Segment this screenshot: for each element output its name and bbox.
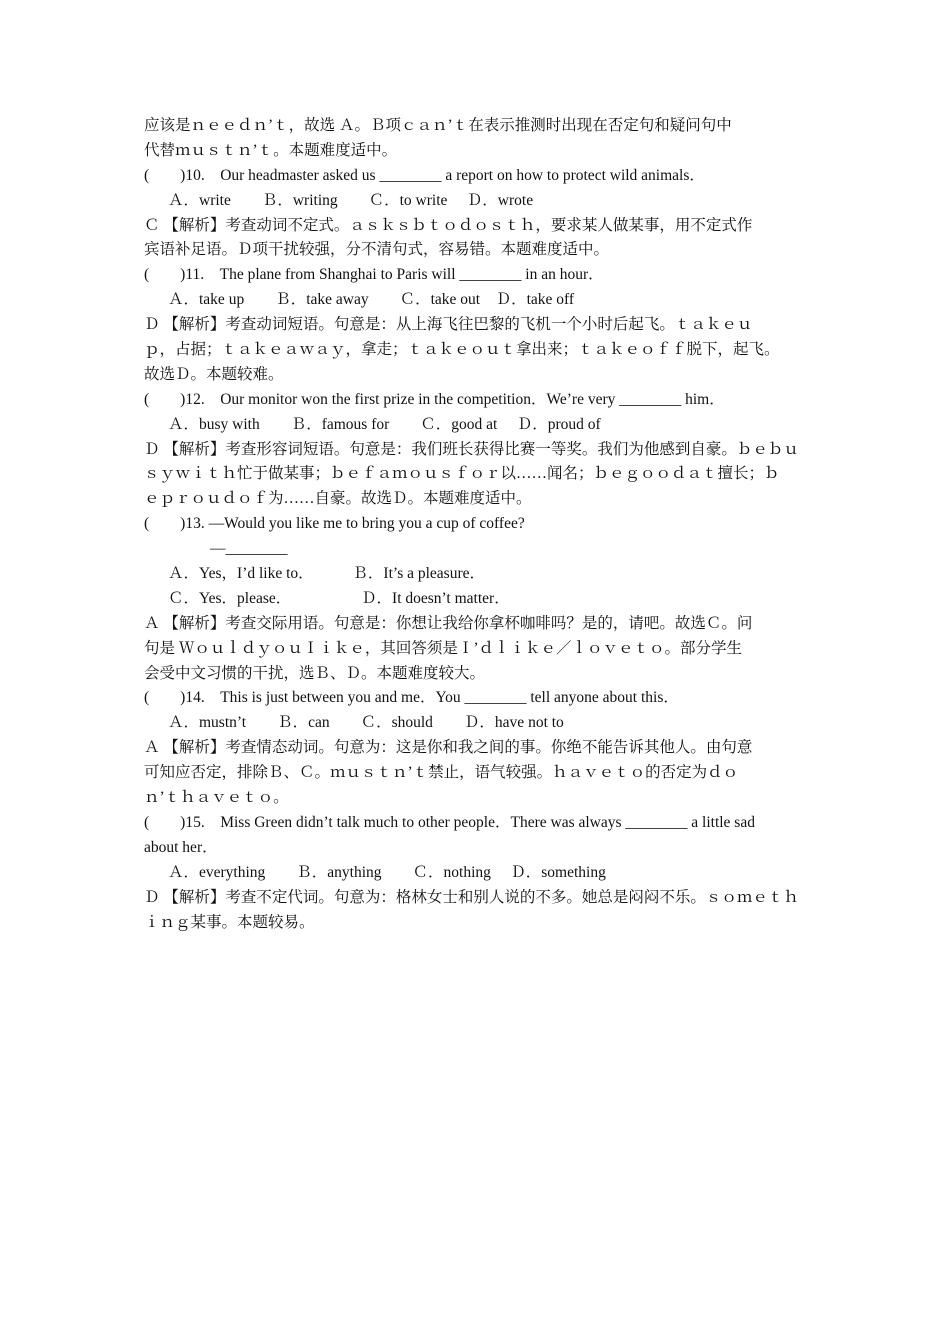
text-line: 故选Ｄ。本题较难。 — [144, 365, 284, 383]
text-line: ｎ’ｔｈａｖｅｔｏ。 — [144, 789, 289, 807]
options-10: Ａ．write Ｂ．writing Ｃ．to write Ｄ．wrote — [168, 191, 534, 209]
answer-12: Ｄ 【解析】考查形容词短语。句意是：我们班长获得比赛一等奖。我们为他感到自豪。ｂｅｂｕ — [144, 440, 799, 458]
question-12: ( )12. Our monitor won the first prize in the competition．We’re very ________ him． — [144, 390, 725, 408]
reply-blank-13: —________ — [210, 540, 288, 558]
question-14: ( )14. This is just between you and me．You ________ tell anyone about this． — [144, 689, 679, 707]
text-line: about her． — [144, 838, 218, 856]
text-line: 宾语补足语。Ｄ项干扰较强，分不清句式，容易错。本题难度适中。 — [144, 241, 610, 259]
question-15: ( )15. Miss Green didn’t talk much to other people．There was always ________ a little sad — [144, 813, 755, 831]
options-12: Ａ．busy with Ｂ．famous for Ｃ．good at Ｄ．proud of — [168, 415, 601, 433]
text-line: 句是 ＷｏｕｌｄｙｏｕＩｉｋｅ，其回答须是Ｉ’ｄｌｉｋｅ／ｌｏｖｅｔｏ。部分学生 — [144, 639, 743, 657]
text-line: ｐ，占据；ｔａｋｅａｗａｙ，拿走；ｔａｋｅｏｕｔ拿出来；ｔａｋｅｏｆｆ脱下，起飞。 — [144, 341, 780, 359]
text-line: ｅｐｒｏｕｄｏｆ为……自豪。故选Ｄ。本题难度适中。 — [144, 490, 532, 508]
text-line: 会受中文习惯的干扰，选Ｂ、Ｄ。本题难度较大。 — [144, 664, 486, 682]
question-11: ( )11. The plane from Shanghai to Paris will ________ in an hour． — [144, 266, 604, 284]
answer-11: Ｄ 【解析】考查动词短语。句意是：从上海飞往巴黎的飞机一个小时后起飞。ｔａｋｅｕ — [144, 316, 753, 334]
question-10: ( )10. Our headmaster asked us ________ a report on how to protect wild animals． — [144, 166, 705, 184]
text-line: ｉｎｇ某事。本题较易。 — [144, 913, 315, 931]
answer-15: Ｄ 【解析】考查不定代词。句意为：格林女士和别人说的不多。她总是闷闷不乐。ｓｏｍｅｔｈ — [144, 888, 799, 906]
options-13a: Ａ．Yes，I’d like to． Ｂ．It’s a pleasure． — [168, 565, 486, 583]
options-15: Ａ．everything Ｂ．anything Ｃ．nothing Ｄ．something — [168, 863, 606, 881]
options-13b: Ｃ．Yes．please． Ｄ．It doesn’t matter． — [168, 589, 510, 607]
document-page — [144, 114, 814, 935]
text-line: 代替ｍｕｓｔｎ’ｔ。本题难度适中。 — [144, 141, 398, 159]
text-line: 可知应否定，排除Ｂ、Ｃ。ｍｕｓｔｎ’ｔ禁止，语气较强。ｈａｖｅｔｏ的否定为ｄｏ — [144, 764, 739, 782]
answer-14: Ａ 【解析】考查情态动词。句意为：这是你和我之间的事。你绝不能告诉其他人。由句意 — [144, 739, 753, 757]
answer-13: Ａ 【解析】考查交际用语。句意是：你想让我给你拿杯咖啡吗？是的，请吧。故选Ｃ。问 — [144, 614, 753, 632]
text-line: ｓｙｗｉｔｈ忙于做某事；ｂｅｆａｍｏｕｓｆｏｒ以……闻名；ｂｅｇｏｏｄａｔ擅长；ｂ — [144, 465, 780, 483]
question-13: ( )13. —Would you like me to bring you a cup of coffee? — [144, 515, 525, 533]
answer-10: Ｃ 【解析】考查动词不定式。ａｓｋｓｂｔｏｄｏｓｔｈ，要求某人做某事，用不定式作 — [144, 216, 753, 234]
text-line: 应该是ｎｅｅｄｎ’ｔ，故选 Ａ。Ｂ项ｃａｎ’ｔ在表示推测时出现在否定句和疑问句中 — [144, 117, 732, 134]
options-11: Ａ．take up Ｂ．take away Ｃ．take out Ｄ．take off — [168, 291, 575, 309]
options-14: Ａ．mustn’t Ｂ．can Ｃ．should Ｄ．have not to — [168, 714, 564, 732]
